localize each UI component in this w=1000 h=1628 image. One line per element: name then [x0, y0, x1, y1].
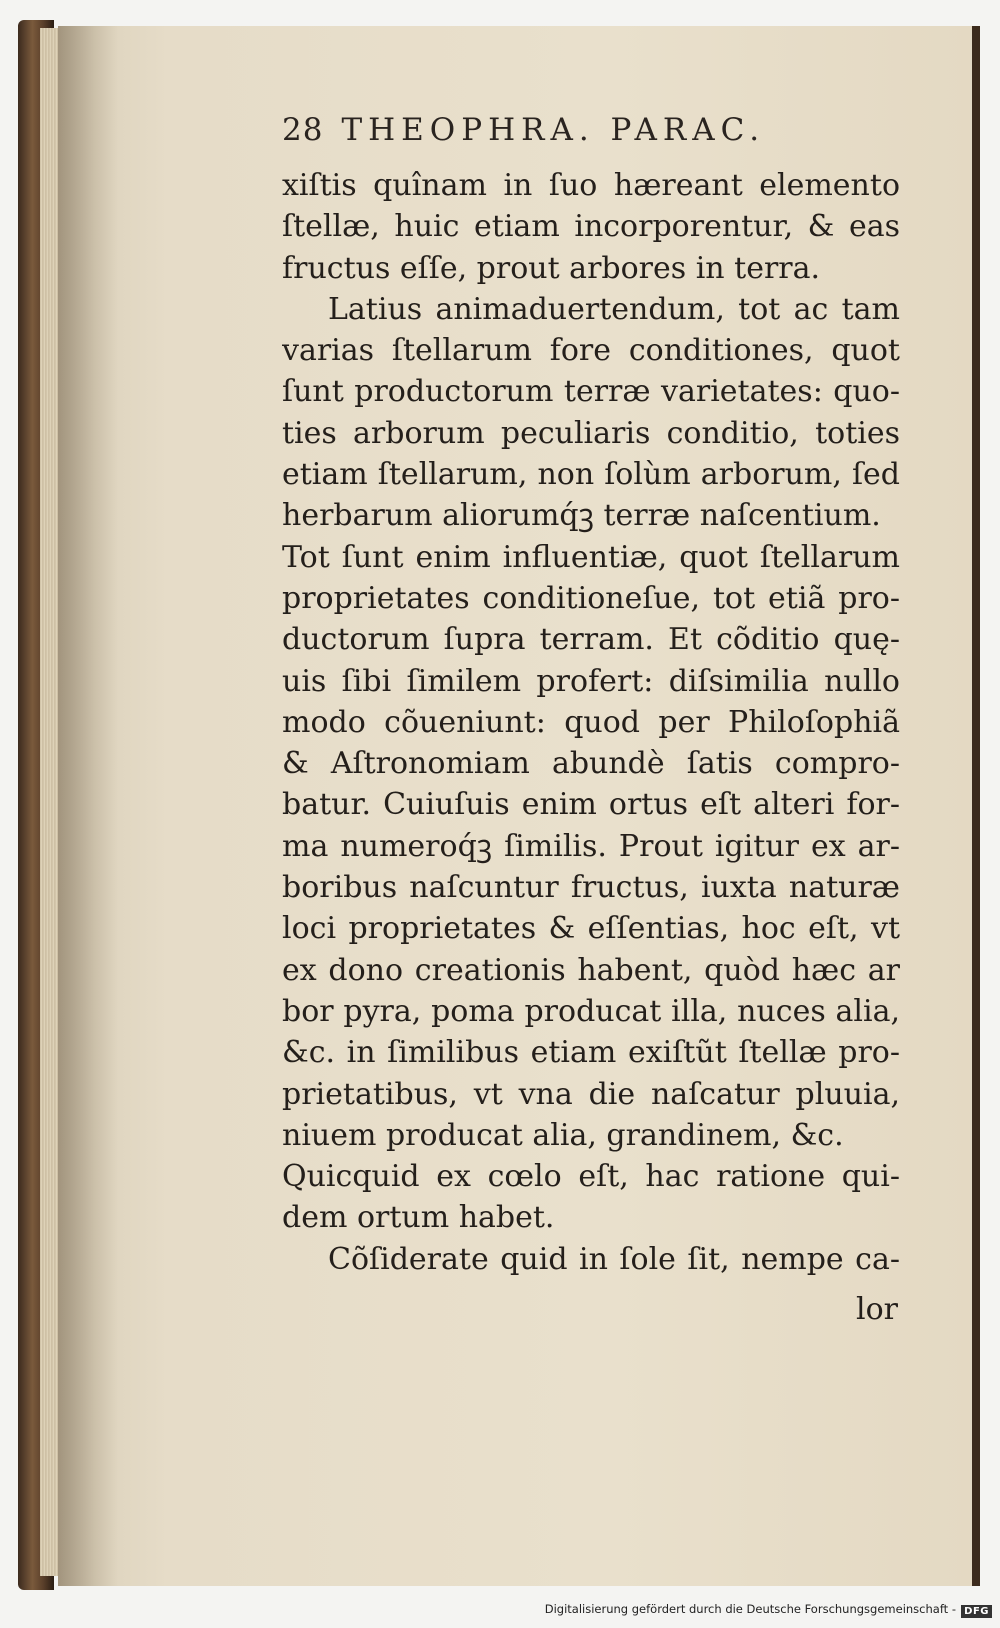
dfg-logo: DFG: [961, 1605, 992, 1618]
text-line: ex dono creationis habent, quòd hæc ar: [282, 952, 900, 988]
text-line: xiſtis quînam in ſuo hæreant elemento: [282, 168, 900, 203]
text-line: & Aſtronomiam abundè ſatis compro-: [282, 746, 900, 782]
text-line: ſtellæ, huic etiam incorporentur, & eas: [282, 209, 900, 245]
text-line: Quicquid ex cœlo eſt, hac ratione qui-: [282, 1159, 900, 1195]
page-number: 28: [282, 112, 324, 148]
text-block: [282, 165, 900, 1280]
text-line: ma numeroq́ꝫ ſimilis. Prout igitur ex ar-: [282, 828, 900, 864]
text-line: modo cõueniunt: quod per Philoſophiã: [282, 704, 900, 740]
text-line: ties arborum peculiaris conditio, toties: [282, 415, 900, 451]
text-line: bor pyra, poma producat illa, nuces alia,: [282, 993, 900, 1029]
text-line: batur. Cuiuſuis enim ortus eſt alteri for-: [282, 787, 900, 823]
text-line: etiam ſtellarum, non ſolùm arborum, ſed: [282, 457, 900, 493]
text-line: Cõſiderate quid in ſole ſit, nempe ca-: [328, 1241, 900, 1277]
running-head: [282, 112, 902, 148]
text-line: Latius animaduertendum, tot ac tam: [328, 291, 900, 327]
text-line: uis ſibi ſimilem profert: diſsimilia nullo: [282, 663, 900, 699]
text-line: proprietates conditioneſue, tot etiã pro-: [282, 580, 900, 616]
text-line: &c. in ſimilibus etiam exiſtũt ſtellæ pro-: [282, 1035, 900, 1071]
text-line: boribus naſcuntur fructus, iuxta naturæ: [282, 870, 900, 906]
digitization-credit: Digitalisierung gefördert durch die Deutsche Forschungsgemeinschaft -: [544, 1602, 956, 1616]
gutter-shadow: [58, 26, 118, 1586]
text-line: niuem producat alia, grandinem, &c.: [282, 1117, 844, 1153]
text-line: ductorum ſupra terram. Et cõditio quę-: [282, 622, 900, 658]
text-line: herbarum aliorumq́ꝫ terræ naſcentium.: [282, 498, 881, 534]
text-line: ſunt productorum terræ varietates: quo-: [282, 374, 900, 410]
catchword: lor: [856, 1292, 898, 1327]
text-line: dem ortum habet.: [282, 1200, 555, 1236]
text-line: varias ſtellarum fore conditiones, quot: [282, 333, 900, 369]
text-line: loci proprietates & eſſentias, hoc eſt, vt: [282, 911, 900, 947]
text-line: Tot ſunt enim influentiæ, quot ſtellarum: [282, 539, 900, 575]
text-line: prietatibus, vt vna die naſcatur pluuia,: [282, 1076, 900, 1112]
running-title: THEOPHRA. PARAC.: [341, 112, 766, 148]
text-line: fructus eſſe, prout arbores in terra.: [282, 250, 821, 286]
